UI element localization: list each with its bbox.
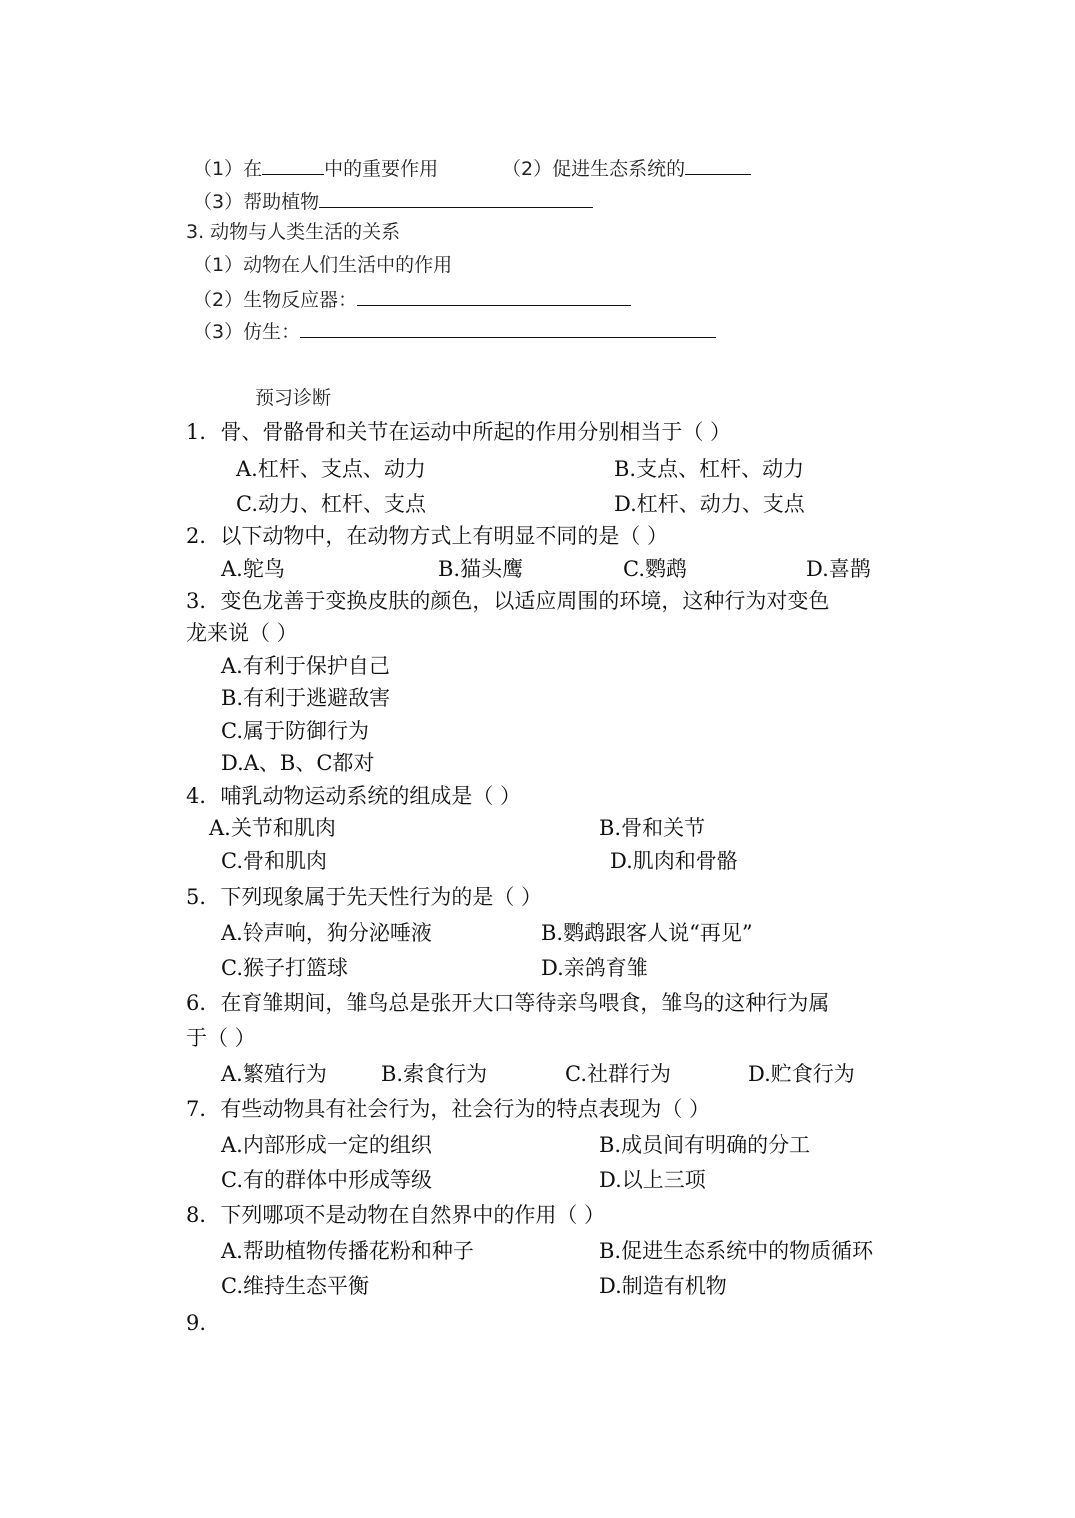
fill-blank[interactable] [357, 285, 631, 306]
question-stem: 3．变色龙善于变换皮肤的颜色，以适应周围的环境，这种行为对变色 [186, 589, 830, 613]
fill-item-3a: （1）动物在人们生活中的作用 [193, 254, 453, 276]
question-stem: 7．有些动物具有社会行为，社会行为的特点表现为（ ） [186, 1097, 711, 1121]
option-c[interactable]: C.有的群体中形成等级 [221, 1168, 432, 1192]
question-stem: 2．以下动物中，在动物方式上有明显不同的是（ ） [186, 524, 669, 548]
option-d[interactable]: D.亲鸽育雏 [541, 956, 648, 980]
section-title: 预习诊断 [255, 387, 332, 409]
fill-item-1a [193, 154, 438, 182]
option-b[interactable]: B.骨和关节 [599, 816, 706, 840]
fill-item-3c [193, 317, 716, 345]
fill-label: （3）仿生： [193, 321, 301, 343]
option-a[interactable]: A.繁殖行为 [221, 1062, 327, 1086]
option-a[interactable]: A.鸵鸟 [221, 557, 285, 581]
fill-item-1c [193, 187, 593, 215]
option-c[interactable]: C.鹦鹉 [623, 557, 687, 581]
fill-blank[interactable] [319, 187, 593, 208]
option-d[interactable]: D.贮食行为 [748, 1062, 855, 1086]
option-c[interactable]: C.维持生态平衡 [221, 1274, 369, 1298]
option-a[interactable]: A.帮助植物传播花粉和种子 [221, 1239, 474, 1263]
option-d[interactable]: D.制造有机物 [599, 1274, 727, 1298]
option-c[interactable]: C.骨和肌肉 [221, 849, 327, 873]
option-a[interactable]: A.杠杆、支点、动力 [236, 457, 426, 481]
question-stem: 9. [186, 1311, 207, 1335]
option-a[interactable]: A.内部形成一定的组织 [221, 1133, 432, 1157]
option-a[interactable]: A.关节和肌肉 [209, 816, 336, 840]
fill-label: 中的重要作用 [324, 158, 439, 180]
fill-blank[interactable] [300, 317, 716, 338]
option-d[interactable]: D.杠杆、动力、支点 [614, 492, 805, 516]
option-b[interactable]: B.支点、杠杆、动力 [614, 457, 805, 481]
option-b[interactable]: B.猫头鹰 [438, 557, 524, 581]
question-stem: 6．在育雏期间，雏鸟总是张开大口等待亲鸟喂食，雏鸟的这种行为属 [186, 991, 830, 1015]
option-d[interactable]: D.喜鹊 [806, 557, 871, 581]
option-a[interactable]: A.有利于保护自己 [221, 654, 390, 678]
question-stem-continued: 龙来说（ ） [186, 621, 298, 645]
fill-item-1b [502, 154, 751, 182]
option-c[interactable]: C.属于防御行为 [221, 719, 369, 743]
option-d[interactable]: D.肌肉和骨骼 [610, 849, 738, 873]
fill-blank[interactable] [685, 154, 751, 175]
option-c[interactable]: C.猴子打篮球 [221, 956, 348, 980]
option-a[interactable]: A.铃声响，狗分泌唾液 [221, 921, 432, 945]
option-b[interactable]: B.索食行为 [381, 1062, 488, 1086]
fill-label: （3）帮助植物 [193, 191, 320, 213]
option-d[interactable]: D.A、B、C都对 [221, 751, 375, 775]
question-stem: 4．哺乳动物运动系统的组成是（ ） [186, 784, 522, 808]
option-c[interactable]: C.动力、杠杆、支点 [236, 492, 426, 516]
fill-label: （2）促进生态系统的 [502, 158, 686, 180]
fill-label: （1）在 [193, 158, 263, 180]
fill-blank[interactable] [262, 154, 324, 175]
question-stem: 8．下列哪项不是动物在自然界中的作用（ ） [186, 1203, 606, 1227]
question-stem: 1．骨、骨骼骨和关节在运动中所起的作用分别相当于（ ） [186, 420, 732, 444]
option-d[interactable]: D.以上三项 [599, 1168, 706, 1192]
fill-item-3b [193, 285, 631, 313]
question-stem-continued: 于（ ） [186, 1026, 256, 1050]
option-c[interactable]: C.社群行为 [565, 1062, 671, 1086]
fill-label: （2）生物反应器： [193, 289, 358, 311]
option-b[interactable]: B.鹦鹉跟客人说“再见” [541, 921, 753, 945]
question-stem: 5．下列现象属于先天性行为的是（ ） [186, 885, 543, 909]
option-b[interactable]: B.促进生态系统中的物质循环 [599, 1239, 874, 1263]
option-b[interactable]: B.成员间有明确的分工 [599, 1133, 811, 1157]
option-b[interactable]: B.有利于逃避敌害 [221, 686, 391, 710]
section-heading-3: 3. 动物与人类生活的关系 [186, 221, 401, 243]
